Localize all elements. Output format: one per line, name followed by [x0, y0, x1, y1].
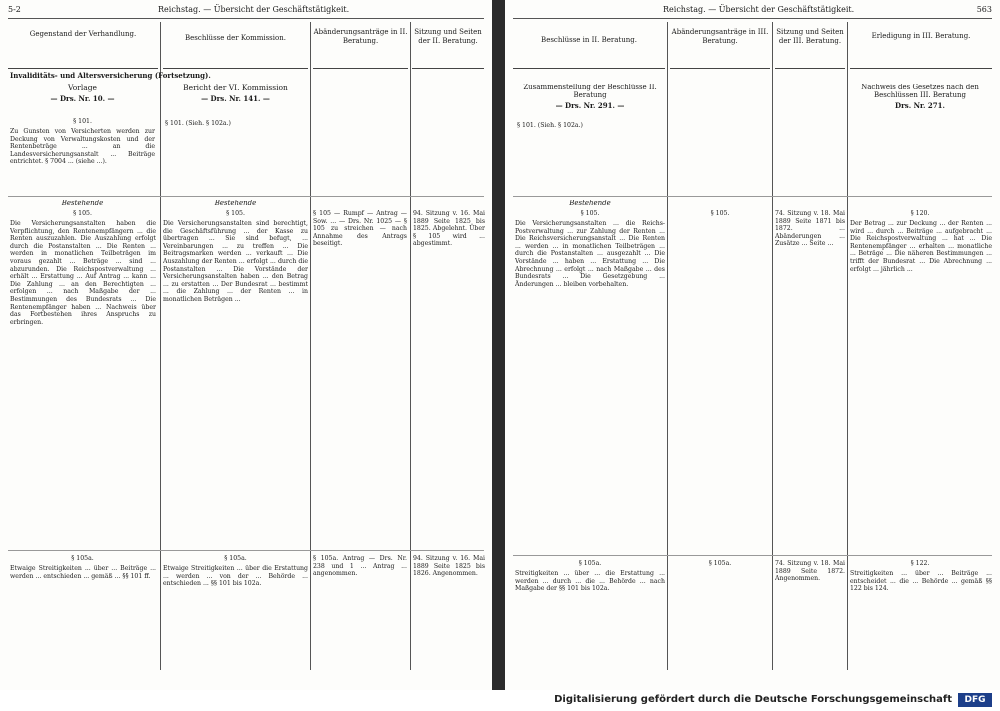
right-session-105a: 74. Sitzung v. 18. Mai 1889 Seite 1872. Angenommen. — [775, 560, 845, 583]
book-gutter — [492, 0, 505, 690]
right-page — [505, 0, 1000, 690]
right-sect: Bestehende — [569, 200, 611, 207]
left-page — [0, 0, 492, 690]
left-header-amendments: Abänderungsanträge in II. Beratung. — [313, 22, 408, 69]
left-running-title: Reichstag. — Übersicht der Geschäftstätigkeit. — [158, 5, 350, 14]
right-p105a-outcome: § 122. — [910, 560, 930, 567]
right-amend-105: § 105. — [710, 210, 730, 217]
left-p101: § 101. — [73, 118, 92, 125]
right-p105-text: Die Versicherungsanstalten ... die Reichs-Postverwaltung ... zur Zahlung der Renten ... Die Reichsversicherungsanstalt ... Die Renten ... werden ... in monatlichen Teilbeträgen ... durch die Postanstalten ... ausgezahlt ... Die Vorstände ... haben ... Erstattung ... Die Abrechnung ... erfolgt ... nach Maßgabe ... des Bundesrats ... Die Gesetzgebung ... Änderungen ... bleiben vorbehalten. — [515, 220, 665, 288]
left-header-commission: Beschlüsse der Kommission. — [163, 22, 308, 69]
left-bericht: Bericht der VI. Kommission — [183, 84, 288, 92]
left-session-105a: 94. Sitzung v. 16. Mai 1889 Seite 1825 bis 1826. Angenommen. — [413, 555, 485, 578]
right-running-head — [513, 4, 992, 19]
dfg-logo: DFG — [958, 693, 992, 707]
left-p105a-commission-text: Etwaige Streitigkeiten ... über die Erstattung ... werden ... von der ... Behörde ... entschieden ... §§ 101 bis 102a. — [163, 565, 308, 588]
right-p105a-text: Streitigkeiten ... über ... die Erstattung ... werden ... durch ... die ... Behörde ... nach Maßgabe der §§ 101 bis 102a. — [515, 570, 665, 593]
left-amend-105a: § 105a. Antrag — Drs. Nr. 238 und 1 ... Antrag ... angenommen. — [313, 555, 407, 578]
left-bericht-drs: — Drs. Nr. 141. — — [201, 95, 270, 103]
left-sect1: Bestehende — [61, 200, 104, 207]
left-vorlage-drs: — Drs. Nr. 10. — — [50, 95, 115, 103]
right-erled-drs: Drs. Nr. 271. — [895, 102, 945, 110]
right-p105a: § 105a. — [578, 560, 602, 567]
left-header-subject: Gegenstand der Verhandlung. — [8, 22, 158, 69]
left-running-head — [8, 4, 484, 19]
right-zusammenstellung: Zusammenstellung der Beschlüsse II. Beratung — [523, 84, 657, 99]
right-p105-outcome-text: Der Betrag ... zur Deckung ... der Renten ... wird ... durch ... Beiträge ... aufgebracht ... Die Reichspostverwaltung ... hat ... Die Rentenempfänger ... erhalten ... monatliche ... Beträge ... Die näheren Bestimmungen ... trifft der Bundesrat ... Die Abrechnung ... erfolgt ... jährlich ... — [850, 220, 992, 273]
footer-credit: Digitalisierung gefördert durch die Deutsche Forschungsgemeinschaft — [554, 694, 952, 705]
left-sect2: Bestehende — [214, 200, 257, 207]
right-page-number: 563 — [976, 5, 992, 14]
right-p105: § 105. — [580, 210, 600, 217]
left-p105a-commission: § 105a. — [224, 555, 247, 562]
left-page-number: 5-2 — [8, 5, 21, 14]
right-header-decisions: Beschlüsse in II. Beratung. — [513, 22, 665, 69]
left-header-session: Sitzung und Seiten der II. Beratung. — [412, 22, 484, 69]
left-p105-a: § 105. — [73, 210, 92, 217]
left-session-105: 94. Sitzung v. 16. Mai 1889 Seite 1825 bis 1825. Abgelehnt. Über § 105 wird ... abgestimmt. — [413, 210, 485, 248]
right-session-105: 74. Sitzung v. 18. Mai 1889 Seite 1871 bis 1872. ... Abänderungen ... Zusätze ... Seite ... — [775, 210, 845, 248]
right-running-title: Reichstag. — Übersicht der Geschäftstätigkeit. — [663, 5, 855, 14]
footer-bar — [0, 690, 1000, 711]
left-p105a: § 105a. — [71, 555, 94, 562]
right-p105a-outcome-text: Streitigkeiten ... über ... Beiträge ... entscheidet ... die ... Behörde ... gemäß §§ 122 bis 124. — [850, 570, 992, 593]
right-p105-outcome: § 120. — [910, 210, 930, 217]
left-p105a-text: Etwaige Streitigkeiten ... über ... Beiträge ... werden ... entschieden ... gemäß ... §§ 101 ff. — [10, 565, 156, 580]
left-vorlage: Vorlage — [68, 84, 97, 92]
right-amend-105a: § 105a. — [708, 560, 732, 567]
right-header-session: Sitzung und Seiten der III. Beratung. — [775, 22, 845, 69]
right-header-outcome: Erledigung in III. Beratung. — [850, 22, 992, 69]
left-p105-b-text: Die Versicherungsanstalten sind berechtigt, die Geschäftsführung ... der Kasse zu übertragen ... Sie sind befugt, ... Vereinbarungen ... zu treffen ... Die Beitragsmarken werden ... verkauft ... Die Auszahlung der Renten ... erfolgt ... durch die Postanstalten ... Die Vorstände der Versicherungsanstalten haben ... den Betrag ... zu erstatten ... Der Bundesrat ... bestimmt ... die Zahlung ... der Renten ... in monatlichen Beträgen ... — [163, 220, 308, 303]
left-subject: Invaliditäts- und Altersversicherung (Fortsetzung). — [10, 72, 211, 80]
right-header-amendments: Abänderungsanträge in III. Beratung. — [670, 22, 770, 69]
left-p105-a-text: Die Versicherungsanstalten haben die Verpflichtung, den Rentenempfängern ... die Renten auszuzahlen. Die Auszahlung erfolgt durch die Postanstalten ... Die Renten ... werden in monatlichen Teilbeträgen im voraus gezahlt ... Beträge ... sind ... abzurunden. Die Reichspostverwaltung ... erhält ... Erstattung ... Auf Antrag ... kann ... Die Zahlung ... an den Berechtigten ... erfolgen ... nach Maßgabe der ... Bestimmungen des Bundesrats ... Die Rentenempfänger haben ... Nachweis über das Fortbestehen ihres Anspruchs zu erbringen. — [10, 220, 156, 326]
left-amend-105: § 105 — Rumpf — Antrag — Sow. ... — Drs. Nr. 1025 — § 105 zu streichen — nach Annahme des Antrags beseitigt. — [313, 210, 407, 248]
left-p105-b: § 105. — [226, 210, 245, 217]
right-zus-drs: — Drs. Nr. 291. — — [555, 102, 625, 110]
left-p101-commission: § 101. (Sieh. § 102a.) — [165, 120, 231, 127]
right-p101: § 101. (Sieh. § 102a.) — [517, 122, 583, 129]
left-p101-text: Zu Gunsten von Versicherten werden zur Deckung von Verwaltungskosten und der Rentenbeträge ... an die Landesversicherungsanstalt ... Beiträge entrichtet. § 7004 ... (siehe ...). — [10, 128, 155, 166]
right-erled-title: Nachweis des Gesetzes nach den Beschlüssen III. Beratung — [861, 84, 979, 99]
